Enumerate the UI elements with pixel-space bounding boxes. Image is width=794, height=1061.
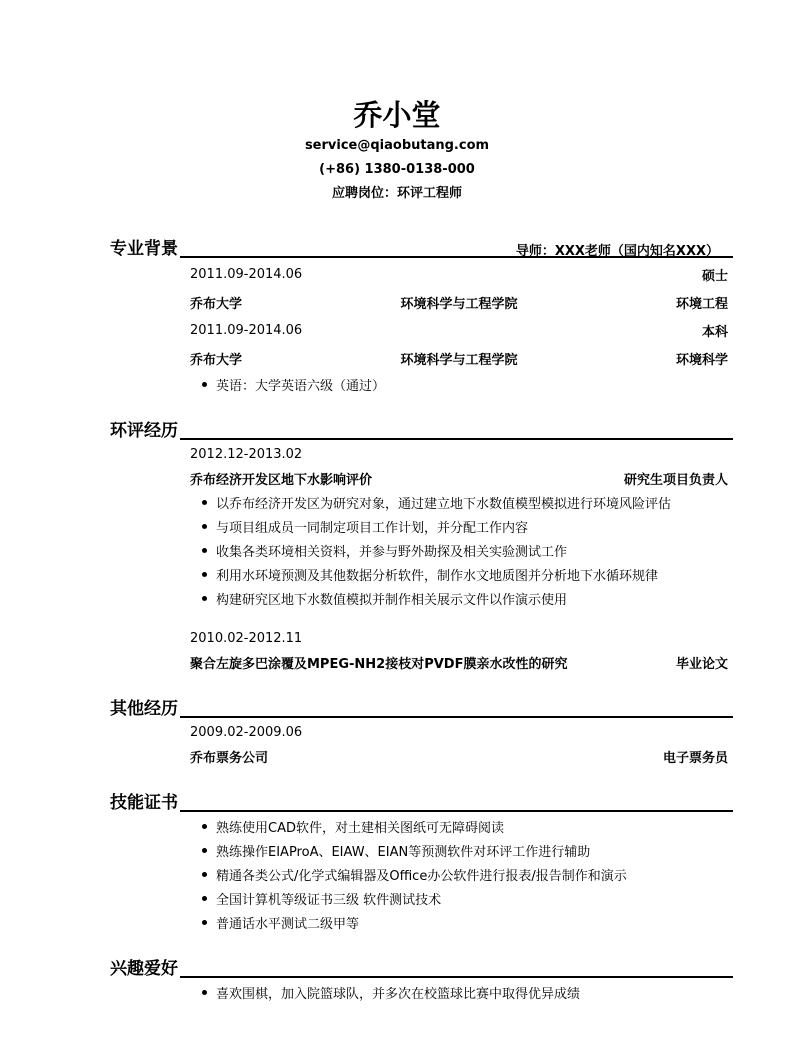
section-eia [110,418,733,674]
advisor: 导师：XXX老师（国内知名XXX） [515,244,719,259]
degree: 硕士 [701,268,728,284]
divider [180,810,733,812]
section-skills [110,790,733,934]
role: 研究生项目负责人 [623,472,728,488]
section-title: 技能证书 [110,793,178,813]
role: 毕业论文 [675,656,728,672]
school: 乔布大学 [190,352,243,368]
section-education [110,236,733,396]
date: 2012.12-2013.02 [190,446,303,462]
project: 乔布经济开发区地下水影响评价 [190,472,373,488]
degree: 本科 [701,324,728,340]
list-item: 构建研究区地下水数值模拟并制作相关展示文件以作演示使用 [190,586,728,610]
section-title: 专业背景 [110,239,178,259]
list-item: 普通话水平测试二级甲等 [190,910,728,934]
list-item: 熟练操作EIAProA、EIAW、EIAN等预测软件对环评工作进行辅助 [190,838,728,862]
target-position: 应聘岗位：环评工程师 [331,186,462,201]
phone: (+86) 1380-0138-000 [319,162,475,177]
date: 2011.09-2014.06 [190,266,303,282]
role: 电子票务员 [662,750,728,766]
email: service@qiaobutang.com [304,138,490,153]
section-other [110,696,733,768]
project: 聚合左旋多巴涂覆及MPEG-NH2接枝对PVDF膜亲水改性的研究 [190,656,568,672]
date: 2010.02-2012.11 [190,630,303,646]
section-title: 环评经历 [110,421,178,441]
divider [180,976,733,978]
list-item: 喜欢围棋，加入院篮球队，并多次在校篮球比赛中取得优异成绩 [190,980,728,1004]
list-item: 收集各类环境相关资料，并参与野外勘探及相关实验测试工作 [190,538,728,562]
divider [180,438,733,440]
list-item: 精通各类公式/化学式编辑器及Office办公软件进行报表/报告制作和演示 [190,862,728,886]
school: 乔布大学 [190,296,243,312]
list-item: 以乔布经济开发区为研究对象，通过建立地下水数值模型模拟进行环境风险评估 [190,490,728,514]
list-item: 与项目组成员一同制定项目工作计划，并分配工作内容 [190,514,728,538]
section-title: 兴趣爱好 [110,959,178,979]
list-item: 熟练使用CAD软件，对土建相关图纸可无障碍阅读 [190,814,728,838]
company: 乔布票务公司 [190,750,269,766]
date: 2009.02-2009.06 [190,724,303,740]
section-hobbies [110,956,733,1004]
section-title: 其他经历 [110,699,178,719]
candidate-name: 乔小堂 [353,98,441,132]
major: 环境科学 [675,352,728,368]
date: 2011.09-2014.06 [190,322,303,338]
major: 环境工程 [675,296,728,312]
divider [180,716,733,718]
college: 环境科学与工程学院 [400,352,518,368]
list-item: 全国计算机等级证书三级 软件测试技术 [190,886,728,910]
college: 环境科学与工程学院 [400,296,518,312]
list-item: 利用水环境预测及其他数据分析软件，制作水文地质图并分析地下水循环规律 [190,562,728,586]
list-item: 英语：大学英语六级（通过） [190,372,728,396]
